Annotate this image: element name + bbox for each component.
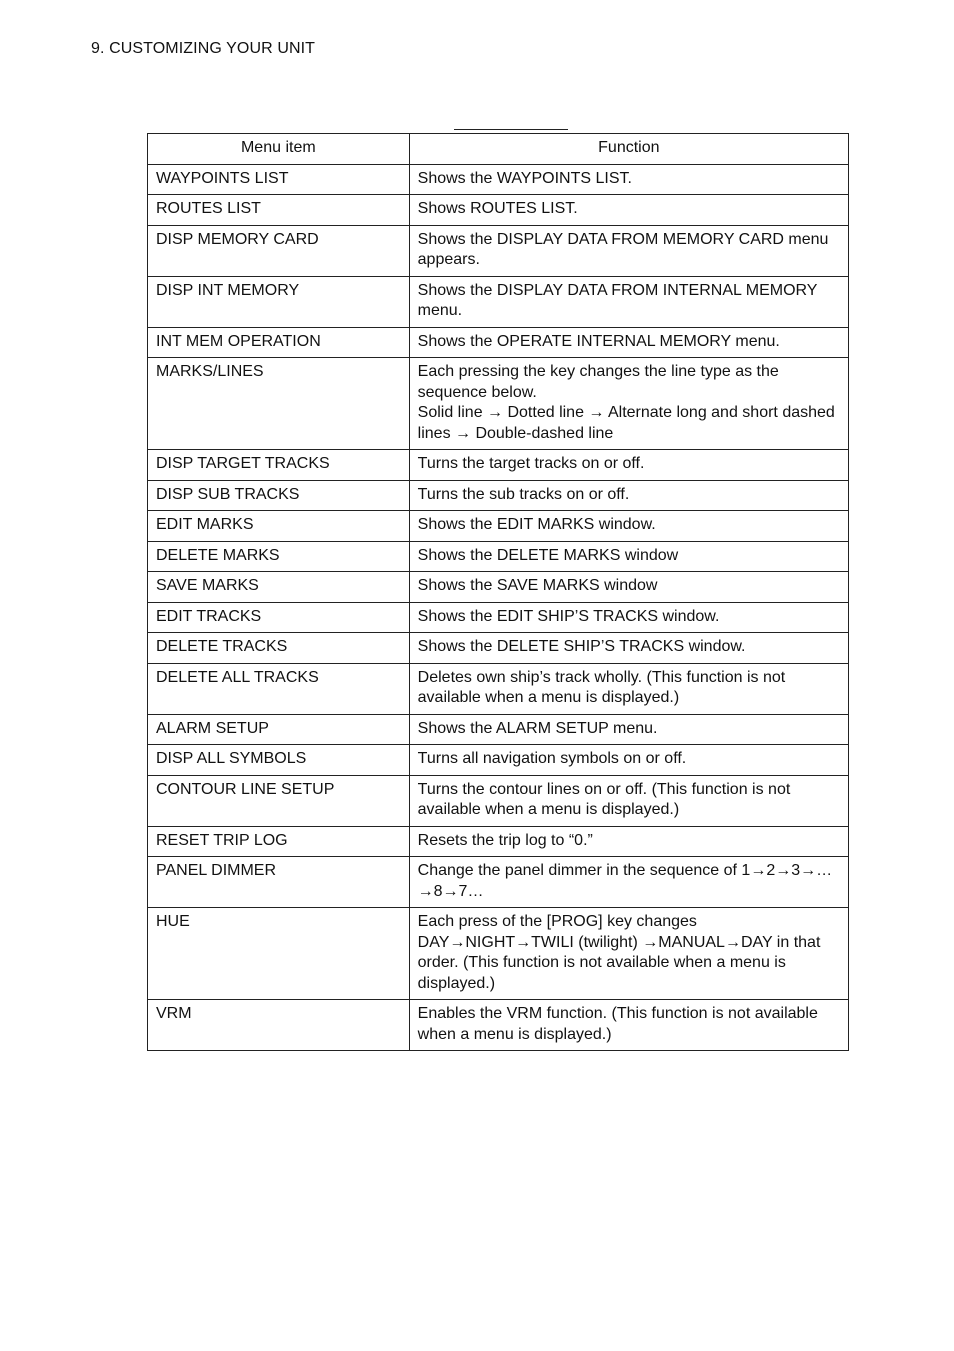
menu-item-cell: SAVE MARKS	[148, 572, 410, 603]
function-cell	[409, 225, 848, 276]
function-text: Turns all navigation symbols on or off.	[417, 750, 687, 767]
function-text: Shows ROUTES LIST.	[417, 200, 578, 217]
menu-item-cell: DELETE MARKS	[148, 541, 410, 572]
table-row	[148, 276, 849, 327]
function-cell	[409, 1000, 848, 1051]
function-text: Shows the DISPLAY DATA FROM MEMORY CARD menu appears.	[417, 230, 829, 268]
function-text: Each press of the [PROG] key changes DAY→NIGHT→TWILI (twilight) →MANUAL→DAY in that order. (This function is not available when a menu is displayed.)	[417, 913, 821, 992]
function-cell	[409, 195, 848, 226]
table-row	[148, 775, 849, 826]
column-header-function: Function	[409, 134, 848, 165]
table-row	[148, 327, 849, 358]
menu-item-cell: PANEL DIMMER	[148, 857, 410, 908]
table-row	[148, 195, 849, 226]
function-cell	[409, 480, 848, 511]
function-text: Shows the EDIT MARKS window.	[417, 516, 656, 533]
caption-rule	[454, 129, 568, 130]
function-text: Shows the OPERATE INTERNAL MEMORY menu.	[417, 332, 780, 350]
table-row	[148, 633, 849, 664]
function-text: Shows the EDIT SHIP’S TRACKS window.	[417, 607, 720, 625]
table-row	[148, 602, 849, 633]
function-text: Deletes own ship’s track wholly. (This function is not available when a menu is displayed.)	[417, 668, 786, 706]
function-text: Shows the DISPLAY DATA FROM INTERNAL MEMORY menu.	[417, 281, 818, 319]
menu-item-cell: DISP MEMORY CARD	[148, 225, 410, 276]
menu-item-cell: DELETE TRACKS	[148, 633, 410, 664]
function-cell	[409, 714, 848, 745]
function-text: Shows the WAYPOINTS LIST.	[417, 169, 632, 187]
function-text: Shows the SAVE MARKS window	[417, 577, 658, 594]
table-row	[148, 826, 849, 857]
function-cell	[409, 327, 848, 358]
table-body	[148, 164, 849, 1051]
menu-item-cell: DISP SUB TRACKS	[148, 480, 410, 511]
function-text: Turns the target tracks on or off.	[417, 455, 645, 472]
table-row	[148, 511, 849, 542]
function-cell	[409, 826, 848, 857]
table-row	[148, 908, 849, 1000]
function-cell	[409, 164, 848, 195]
menu-item-cell: DELETE ALL TRACKS	[148, 663, 410, 714]
table-row	[148, 541, 849, 572]
menu-item-cell: ALARM SETUP	[148, 714, 410, 745]
function-text: Resets the trip log to “0.”	[417, 831, 593, 849]
table-row	[148, 450, 849, 481]
menu-item-cell: DISP TARGET TRACKS	[148, 450, 410, 481]
function-text: Turns the sub tracks on or off.	[417, 485, 630, 503]
function-text: Solid line → Dotted line → Alternate long and short dashed lines → Double-dashed line	[417, 404, 835, 442]
function-cell	[409, 358, 848, 450]
function-text: Shows the ALARM SETUP menu.	[417, 719, 658, 737]
table-row	[148, 358, 849, 450]
running-header: 9. CUSTOMIZING YOUR UNIT	[91, 40, 316, 57]
table-row	[148, 572, 849, 603]
menu-item-cell: EDIT MARKS	[148, 511, 410, 542]
function-cell	[409, 633, 848, 664]
table-row	[148, 480, 849, 511]
function-cell	[409, 572, 848, 603]
table-row	[148, 1000, 849, 1051]
menu-item-cell: INT MEM OPERATION	[148, 327, 410, 358]
function-cell	[409, 276, 848, 327]
function-cell	[409, 775, 848, 826]
function-cell	[409, 857, 848, 908]
menu-item-cell: HUE	[148, 908, 410, 1000]
table-row	[148, 745, 849, 776]
table-row	[148, 714, 849, 745]
table-row	[148, 663, 849, 714]
function-cell	[409, 745, 848, 776]
function-cell	[409, 541, 848, 572]
function-text: Change the panel dimmer in the sequence of 1→2→3→…→8→7…	[417, 862, 833, 900]
menu-item-cell: MARKS/LINES	[148, 358, 410, 450]
function-text: Turns the contour lines on or off. (This function is not available when a menu is displayed.)	[417, 780, 791, 818]
function-cell	[409, 450, 848, 481]
menu-item-cell: DISP ALL SYMBOLS	[148, 745, 410, 776]
table-row	[148, 164, 849, 195]
function-text: Each pressing the key changes the line type as the sequence below.	[417, 363, 779, 401]
function-cell	[409, 908, 848, 1000]
function-cell	[409, 511, 848, 542]
menu-item-cell: DISP INT MEMORY	[148, 276, 410, 327]
menu-item-cell: RESET TRIP LOG	[148, 826, 410, 857]
menu-function-table	[147, 133, 849, 1051]
function-cell	[409, 602, 848, 633]
function-text: Shows the DELETE MARKS window	[417, 546, 679, 564]
menu-item-cell: VRM	[148, 1000, 410, 1051]
function-cell	[409, 663, 848, 714]
table-row	[148, 857, 849, 908]
function-text: Enables the VRM function. (This function is not available when a menu is displayed.)	[417, 1005, 818, 1043]
table-row	[148, 225, 849, 276]
menu-item-cell: CONTOUR LINE SETUP	[148, 775, 410, 826]
table-header-row	[148, 134, 849, 165]
column-header-menu-item: Menu item	[148, 134, 410, 165]
menu-item-cell: EDIT TRACKS	[148, 602, 410, 633]
function-text: Shows the DELETE SHIP’S TRACKS window.	[417, 638, 746, 655]
menu-item-cell: WAYPOINTS LIST	[148, 164, 410, 195]
menu-item-cell: ROUTES LIST	[148, 195, 410, 226]
